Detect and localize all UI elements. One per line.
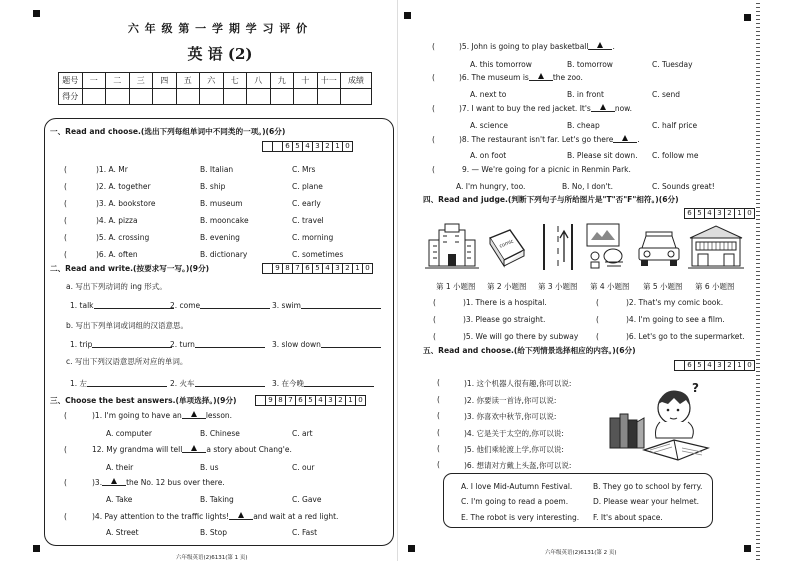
choice-option: C. our xyxy=(292,463,315,472)
choice-option: C. Fast xyxy=(292,528,318,537)
answer-bracket[interactable]: ( xyxy=(64,411,67,420)
choice-option: C. art xyxy=(292,429,313,438)
picture-caption: 第 5 小题图 xyxy=(643,282,683,291)
s1-option-a: )1. A. Mr xyxy=(96,165,128,174)
s1-option-c: C. early xyxy=(292,199,321,208)
answer-bracket[interactable]: ( xyxy=(433,315,436,324)
answer-blank[interactable] xyxy=(613,135,637,143)
choice-option: C. Gave xyxy=(292,495,322,504)
judge-statement: )3. Please go straight. xyxy=(463,315,546,324)
s1-option-b: B. mooncake xyxy=(200,216,249,225)
score-input[interactable] xyxy=(317,89,341,105)
answer-blank[interactable] xyxy=(301,301,381,309)
question-stem: )1. I'm going to have an lesson. xyxy=(92,411,233,420)
score-scale-s2: 9 8 7 6 5 4 3 2 1 0 xyxy=(262,263,373,274)
table-cell: 四 xyxy=(153,73,177,89)
comic-label: comic xyxy=(498,238,515,250)
corner-mark xyxy=(404,12,411,19)
answer-bracket[interactable]: ( xyxy=(437,460,440,469)
answer-blank[interactable] xyxy=(195,340,265,348)
choice-option: B. Taking xyxy=(200,495,234,504)
option-a: A. I love Mid-Autumn Festival. xyxy=(461,482,573,491)
score-table xyxy=(58,72,372,105)
s1-option-a: )3. A. bookstore xyxy=(96,199,156,208)
corner-mark xyxy=(33,545,40,552)
s2-a-item: 1. talk xyxy=(70,301,174,310)
judge-statement: )4. I'm going to see a film. xyxy=(626,315,725,324)
choice-option: A. on foot xyxy=(470,151,507,160)
answer-blank[interactable] xyxy=(182,411,206,419)
triangle-marker xyxy=(111,478,117,484)
s1-option-a: )6. A. often xyxy=(96,250,138,259)
score-scale-s1: 6 5 4 3 2 1 0 xyxy=(262,141,353,152)
answer-bracket[interactable]: ( xyxy=(432,42,435,51)
s1-option-b: B. museum xyxy=(200,199,243,208)
answer-bracket[interactable]: ( xyxy=(596,332,599,341)
answer-blank[interactable] xyxy=(182,445,206,453)
score-input[interactable] xyxy=(341,89,372,105)
score-scale-s4: 6 5 4 3 2 1 0 xyxy=(684,208,755,219)
score-input[interactable] xyxy=(176,89,200,105)
answer-bracket[interactable]: ( xyxy=(64,199,67,208)
question-stem: 9. — We're going for a picnic in Renmin Park. xyxy=(462,165,631,174)
s2-b-item: 1. trip xyxy=(70,340,172,349)
triangle-marker xyxy=(597,42,603,48)
judge-statement: )1. There is a hospital. xyxy=(463,298,547,307)
answer-bracket[interactable]: ( xyxy=(596,315,599,324)
answer-blank[interactable] xyxy=(529,73,553,81)
s1-option-c: C. morning xyxy=(292,233,334,242)
section-1-title: 一、Read and choose.(选出下列每组单词中不同类的一项。)(6分) xyxy=(50,127,286,136)
answer-bracket[interactable]: ( xyxy=(437,395,440,404)
picture-caption: 第 4 小题图 xyxy=(590,282,630,291)
table-cell: 九 xyxy=(270,73,294,89)
s1-option-b: B. dictionary xyxy=(200,250,248,259)
answer-bracket[interactable]: ( xyxy=(64,216,67,225)
s2-c-item: 1. 左 xyxy=(70,378,167,389)
answer-blank[interactable] xyxy=(304,379,374,387)
s1-option-c: C. Mrs xyxy=(292,165,316,174)
s2-b-item: 2. turn xyxy=(170,340,265,349)
answer-bracket[interactable]: ( xyxy=(64,165,67,174)
score-input[interactable] xyxy=(223,89,247,105)
judge-statement: )6. Let's go to the supermarket. xyxy=(626,332,745,341)
score-input[interactable] xyxy=(270,89,294,105)
judge-statement: )5. We will go there by subway xyxy=(463,332,579,341)
answer-bracket[interactable]: ( xyxy=(437,411,440,420)
question-stem: )5. John is going to play basketball . xyxy=(459,42,615,51)
picture-caption: 第 3 小题图 xyxy=(538,282,578,291)
choice-option: A. Take xyxy=(106,495,133,504)
car-illustration xyxy=(636,228,682,268)
table-cell: 题号 xyxy=(59,73,83,89)
table-cell: 七 xyxy=(223,73,247,89)
answer-bracket[interactable]: ( xyxy=(64,182,67,191)
choice-option: A. Street xyxy=(106,528,139,537)
answer-bracket[interactable]: ( xyxy=(432,135,435,144)
choice-option: A. science xyxy=(470,121,508,130)
s1-option-a: )4. A. pizza xyxy=(96,216,138,225)
answer-blank[interactable] xyxy=(200,301,270,309)
question-stem: )3. the No. 12 bus over there. xyxy=(92,478,225,487)
triangle-marker xyxy=(238,512,244,518)
answer-bracket[interactable]: ( xyxy=(437,428,440,437)
choice-option: C. Sounds great! xyxy=(652,182,715,191)
answer-bracket[interactable]: ( xyxy=(437,378,440,387)
triangle-marker xyxy=(600,104,606,110)
answer-bracket[interactable]: ( xyxy=(64,233,67,242)
picture-caption: 第 1 小题图 xyxy=(436,282,476,291)
student-reading-illustration xyxy=(604,378,716,464)
answer-bracket[interactable]: ( xyxy=(433,332,436,341)
answer-bracket[interactable]: ( xyxy=(432,165,435,174)
section-4-title: 四、Read and judge.(判断下列句子与所给图片是"T"否"F"相符。)(6分) xyxy=(423,195,679,204)
comic-book-illustration xyxy=(486,228,528,268)
answer-bracket[interactable]: ( xyxy=(437,444,440,453)
answer-blank[interactable] xyxy=(229,512,253,520)
question-stem: )8. The restaurant isn't far. Let's go there . xyxy=(459,135,640,144)
cinema-illustration xyxy=(583,222,631,270)
table-cell: 十一 xyxy=(317,73,341,89)
answer-blank[interactable] xyxy=(321,340,381,348)
option-f: F. It's about space. xyxy=(593,513,663,522)
triangle-marker xyxy=(191,445,197,451)
choice-option: B. Stop xyxy=(200,528,227,537)
supermarket-illustration xyxy=(688,222,744,270)
choice-option: A. this tomorrow xyxy=(470,60,532,69)
score-input[interactable] xyxy=(200,89,224,105)
s2-b-item: 3. slow down xyxy=(272,340,381,349)
answer-bracket[interactable]: ( xyxy=(64,478,67,487)
score-input[interactable] xyxy=(247,89,271,105)
choice-option: B. cheap xyxy=(567,121,600,130)
s2-a-item: 2. come xyxy=(170,301,270,310)
footer-right: 六年级英语(2)6131(第 2 页) xyxy=(545,550,617,556)
situation-item: )1. 这个机器人很有趣,你可以说: xyxy=(464,379,572,388)
triangle-marker xyxy=(191,411,197,417)
table-cell: 得分 xyxy=(59,89,83,105)
table-cell: 五 xyxy=(176,73,200,89)
answer-blank[interactable] xyxy=(588,42,612,50)
choice-option: B. in front xyxy=(567,90,604,99)
s1-option-b: B. Italian xyxy=(200,165,234,174)
s1-option-a: )2. A. together xyxy=(96,182,151,191)
answer-blank[interactable] xyxy=(195,379,265,387)
section-2-title: 二、Read and write.(按要求写一写。)(9分) xyxy=(50,264,210,273)
s2-b-instruction: b. 写出下列单词或词组的汉语意思。 xyxy=(66,321,189,330)
page-fold xyxy=(397,0,398,561)
triangle-marker xyxy=(622,135,628,141)
choice-option: C. send xyxy=(652,90,681,99)
table-cell: 六 xyxy=(200,73,224,89)
answer-blank[interactable] xyxy=(87,379,167,387)
exam-title: 六 年 级 第 一 学 期 学 习 评 价 xyxy=(127,22,309,35)
picture-caption: 第 2 小题图 xyxy=(487,282,527,291)
situation-item: )5. 他们乘轮渡上学,你可以说: xyxy=(464,445,564,454)
section-3-title: 三、Choose the best answers.(单项选择。)(9分) xyxy=(50,396,237,405)
s1-option-b: B. evening xyxy=(200,233,240,242)
corner-mark xyxy=(744,14,751,21)
picture-caption: 第 6 小题图 xyxy=(695,282,735,291)
choice-option: C. half price xyxy=(652,121,698,130)
choice-option: C. Tuesday xyxy=(652,60,693,69)
choice-option: A. next to xyxy=(470,90,507,99)
subject-title: 英 语 (2) xyxy=(187,45,253,63)
road-arrow-illustration xyxy=(538,222,578,272)
option-d: D. Please wear your helmet. xyxy=(593,497,700,506)
svg-text:?: ? xyxy=(692,381,699,395)
answer-bracket[interactable]: ( xyxy=(64,512,67,521)
judge-statement: )2. That's my comic book. xyxy=(626,298,724,307)
table-cell: 一 xyxy=(82,73,106,89)
option-c: C. I'm going to read a poem. xyxy=(461,497,569,506)
question-stem: )7. I want to buy the red jacket. It's now. xyxy=(459,104,632,113)
situation-item: )4. 它是关于太空的,你可以说: xyxy=(464,429,564,438)
table-cell: 十 xyxy=(294,73,318,89)
footer-left: 六年级英语(2)6131(第 1 页) xyxy=(176,555,248,561)
s1-option-c: C. sometimes xyxy=(292,250,344,259)
answer-blank[interactable] xyxy=(94,301,174,309)
s2-a-instruction: a. 写出下列动词的 ing 形式。 xyxy=(66,282,167,291)
s1-option-a: )5. A. crossing xyxy=(96,233,150,242)
s2-c-item: 3. 在今晚 xyxy=(272,378,374,389)
score-input[interactable] xyxy=(82,89,106,105)
answer-bracket[interactable]: ( xyxy=(432,73,435,82)
score-input[interactable] xyxy=(294,89,318,105)
s1-option-c: C. travel xyxy=(292,216,324,225)
corner-mark xyxy=(33,10,40,17)
score-input[interactable] xyxy=(129,89,153,105)
situation-item: )6. 想请对方戴上头盔,你可以说: xyxy=(464,461,572,470)
choice-option: B. Please sit down. xyxy=(567,151,638,160)
choice-option: A. I'm hungry, too. xyxy=(456,182,526,191)
answer-bracket[interactable]: ( xyxy=(596,298,599,307)
section-5-title: 五、Read and choose.(给下列情景选择相应的内容。)(6分) xyxy=(423,346,636,355)
choice-option: B. tomorrow xyxy=(567,60,613,69)
question-stem: )4. Pay attention to the traffic lights! and wait at a red light. xyxy=(92,512,339,521)
score-input[interactable] xyxy=(153,89,177,105)
score-scale-s3: 9 8 7 6 5 4 3 2 1 0 xyxy=(255,395,366,406)
answer-blank[interactable] xyxy=(92,340,172,348)
option-e: E. The robot is very interesting. xyxy=(461,513,580,522)
table-cell: 三 xyxy=(129,73,153,89)
situation-item: )3. 你喜欢中秋节,你可以说: xyxy=(464,412,557,421)
answer-bracket[interactable]: ( xyxy=(64,445,67,454)
choice-option: C. follow me xyxy=(652,151,699,160)
choice-option: A. computer xyxy=(106,429,152,438)
corner-mark xyxy=(408,545,415,552)
choice-option: B. Chinese xyxy=(200,429,240,438)
margin-hatch xyxy=(756,0,760,561)
score-input[interactable] xyxy=(106,89,130,105)
s1-option-c: C. plane xyxy=(292,182,323,191)
score-scale-s5: 6 5 4 3 2 1 0 xyxy=(674,360,755,371)
triangle-marker xyxy=(538,73,544,79)
choice-option: A. their xyxy=(106,463,134,472)
question-stem: 12. My grandma will tell a story about Chang'e. xyxy=(92,445,292,454)
hospital-illustration xyxy=(425,222,479,270)
table-cell: 二 xyxy=(106,73,130,89)
choice-option: B. us xyxy=(200,463,219,472)
answer-blank[interactable] xyxy=(591,104,615,112)
answer-bracket[interactable]: ( xyxy=(433,298,436,307)
s1-option-b: B. ship xyxy=(200,182,226,191)
corner-mark xyxy=(744,545,751,552)
answer-bracket[interactable]: ( xyxy=(64,250,67,259)
answer-blank[interactable] xyxy=(102,478,126,486)
option-b: B. They go to school by ferry. xyxy=(593,482,703,491)
choice-option: B. No, I don't. xyxy=(562,182,613,191)
s2-c-item: 2. 火车 xyxy=(170,378,265,389)
answer-bracket[interactable]: ( xyxy=(432,104,435,113)
table-cell: 成绩 xyxy=(341,73,372,89)
table-cell: 八 xyxy=(247,73,271,89)
s2-a-item: 3. swim xyxy=(272,301,381,310)
s2-c-instruction: c. 写出下列汉语意思所对应的单词。 xyxy=(66,357,188,366)
situation-item: )2. 你要读一首诗,你可以说: xyxy=(464,396,557,405)
question-stem: )6. The museum is the zoo. xyxy=(459,73,583,82)
